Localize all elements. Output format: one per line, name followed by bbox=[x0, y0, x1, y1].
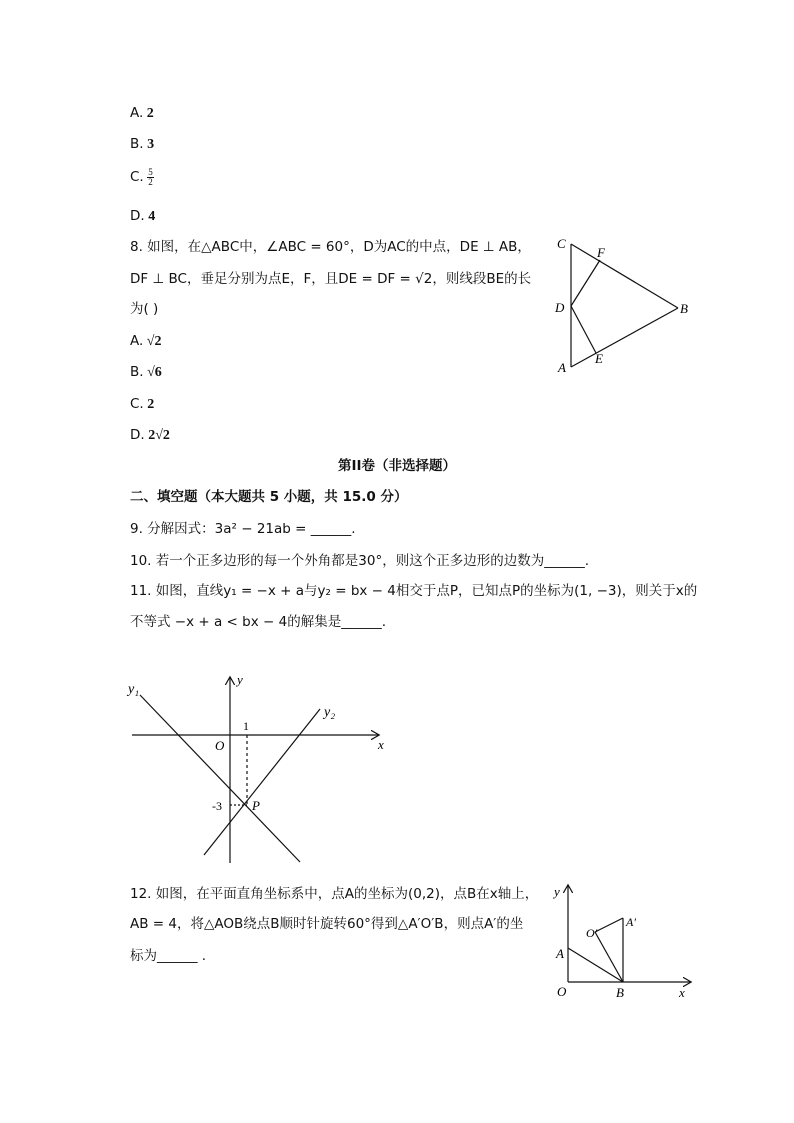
segment-ab bbox=[571, 308, 678, 367]
option-value: 2 bbox=[146, 106, 154, 121]
option-value: 4 bbox=[148, 209, 156, 224]
label-y-axis: y bbox=[554, 884, 560, 899]
option-value: 2 bbox=[147, 397, 155, 412]
q12-rotation-figure bbox=[548, 880, 698, 1005]
q8-option-a bbox=[130, 332, 161, 351]
line-y1 bbox=[140, 695, 300, 862]
label-neg3: -3 bbox=[212, 799, 222, 813]
option-letter: A. bbox=[130, 105, 144, 121]
option-value: √6 bbox=[147, 365, 162, 380]
segment-df bbox=[571, 260, 600, 306]
label-origin: O bbox=[215, 738, 225, 753]
q12-line-1: 12. 如图，在平面直角坐标系中，点A的坐标为(0,2)，点B在x轴上， bbox=[130, 886, 539, 902]
q11-graph-figure bbox=[120, 668, 400, 868]
label-y2: y₂ bbox=[324, 705, 336, 720]
label-x-axis: x bbox=[378, 737, 384, 752]
label-e: E bbox=[595, 351, 603, 366]
label-b: B bbox=[616, 985, 624, 1000]
option-letter: B. bbox=[130, 136, 144, 152]
label-y1: y₁ bbox=[128, 682, 140, 697]
label-b: B bbox=[680, 301, 688, 316]
part2-title: 第II卷（非选择题） bbox=[338, 458, 457, 474]
label-one: 1 bbox=[243, 719, 249, 733]
q12-line-2: AB = 4，将△AOB绕点B顺时针旋转60°得到△A′O′B，则点A′的坐 bbox=[130, 916, 524, 932]
label-y-axis: y bbox=[237, 672, 243, 687]
q7-option-c bbox=[130, 168, 154, 187]
fraction-numerator: 5 bbox=[148, 167, 153, 178]
segment-oprime-b bbox=[595, 932, 623, 982]
q8-option-c bbox=[130, 395, 154, 414]
fraction-denominator: 2 bbox=[148, 177, 153, 188]
fraction bbox=[147, 168, 154, 187]
option-letter: D. bbox=[130, 208, 145, 224]
q8-line-1: 8. 如图，在△ABC中，∠ABC = 60°，D为AC的中点，DE ⊥ AB， bbox=[130, 239, 531, 255]
q7-option-d bbox=[130, 207, 155, 226]
label-origin: O bbox=[557, 984, 567, 999]
label-o-prime: O′ bbox=[586, 926, 598, 940]
q8-option-d bbox=[130, 426, 170, 445]
q7-option-b bbox=[130, 135, 154, 154]
option-value: √2 bbox=[146, 334, 162, 349]
segment-ab bbox=[568, 948, 623, 982]
label-x-axis: x bbox=[679, 985, 685, 1000]
q8-line-3: 为( ) bbox=[130, 301, 159, 317]
option-value: 3 bbox=[147, 137, 155, 152]
section2-title: 二、填空题（本大题共 5 小题，共 15.0 分） bbox=[130, 489, 408, 505]
q12-line-3: 标为______ . bbox=[130, 948, 207, 964]
q8-option-b bbox=[130, 363, 162, 382]
segment-aprime-oprime bbox=[595, 918, 623, 932]
q7-option-a bbox=[130, 104, 154, 123]
q11-line-1: 11. 如图，直线y₁ = −x + a与y₂ = bx − 4相交于点P，已知点P的坐标为(1, −3)，则关于x的 bbox=[130, 583, 698, 599]
option-letter: C. bbox=[130, 396, 144, 412]
label-c: C bbox=[557, 236, 566, 251]
option-letter: C. bbox=[130, 169, 144, 185]
option-letter: B. bbox=[130, 364, 144, 380]
option-value: 2√2 bbox=[148, 428, 170, 443]
label-f: F bbox=[597, 245, 605, 260]
line-y2 bbox=[204, 709, 320, 855]
label-a: A bbox=[556, 946, 564, 961]
segment-de bbox=[571, 306, 596, 353]
q11-line-2: 不等式 −x + a < bx − 4的解集是______. bbox=[130, 614, 386, 630]
label-a-prime: A′ bbox=[626, 915, 636, 929]
option-letter: A. bbox=[130, 333, 144, 349]
q10-text: 10. 若一个正多边形的每一个外角都是30°，则这个正多边形的边数为______. bbox=[130, 553, 589, 569]
label-d: D bbox=[555, 300, 565, 315]
option-letter: D. bbox=[130, 427, 145, 443]
label-a: A bbox=[558, 360, 566, 375]
q8-triangle-figure bbox=[550, 232, 700, 377]
q9-text: 9. 分解因式：3a² − 21ab = ______. bbox=[130, 521, 356, 537]
label-p: P bbox=[252, 798, 260, 813]
segment-cb bbox=[571, 244, 678, 308]
q8-line-2: DF ⊥ BC，垂足分别为点E，F，且DE = DF = √2，则线段BE的长 bbox=[130, 271, 532, 287]
